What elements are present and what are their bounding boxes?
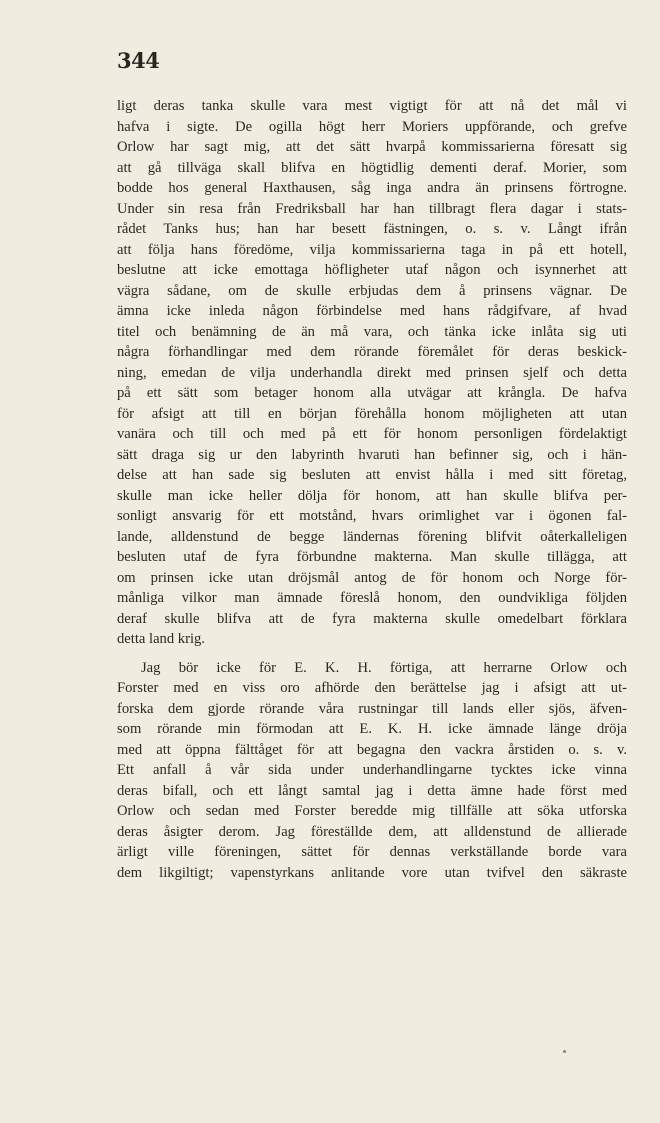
body-text	[117, 96, 627, 883]
paragraph	[117, 96, 627, 650]
text-line: deras åsigter derom. Jag föreställde dem, att alldenstund de allierade	[117, 823, 627, 840]
text-line: beslutne att icke emottaga höfligheter utaf någon och isynnerhet att	[117, 262, 627, 278]
text-line: sätt draga sig ur den labyrinth hvaruti han befinner sig, och i hän-	[117, 446, 627, 463]
text-line: vanära och till och med på ett för honom personligen fördelaktigt	[117, 426, 627, 442]
text-line: Orlow och sedan med Forster beredde mig tillfälle att söka utforska	[117, 803, 627, 819]
text-line: ämna icke inleda någon förbindelse med hans rådgifvare, af hvad	[117, 303, 627, 319]
text-line: som rörande min förmodan att E. K. H. icke ämnade länge dröja	[117, 721, 627, 737]
text-line: ärligt ville föreningen, sättet för dennas verkställande borde vara	[117, 844, 627, 860]
text-line: Ett anfall å vår sida under underhandlingarne tycktes icke vinna	[117, 762, 627, 778]
text-line: dem likgiltigt; vapenstyrkans anlitande vore utan tvifvel den säkraste	[117, 864, 627, 881]
text-line: att följa hans föredöme, vilja kommissarierna taga in på ett hotell,	[117, 241, 627, 258]
text-line: för afsigt att till en början förehålla honom möjligheten att utan	[117, 405, 627, 422]
text-line: Orlow har sagt mig, att det sätt hvarpå kommissarierna föresatt sig	[117, 139, 627, 155]
text-line: lande, alldenstund de begge ländernas förening blifvit oåterkalleligen	[117, 528, 627, 545]
text-line: hafva i sigte. De ogilla högt herr Moriers uppförande, och grefve	[117, 118, 627, 135]
text-line: några förhandlingar med dem rörande föremålet för deras beskick-	[117, 344, 627, 360]
text-line: deraf skulle blifva att de fyra makterna skulle omedelbart förklara	[117, 610, 627, 627]
text-line: detta land krig.	[117, 631, 205, 647]
text-line: att gå tillväga skall blifva en högtidlig dementi deraf. Morier, som	[117, 159, 627, 176]
text-line: vägra sådane, om de skulle erbjudas dem å prinsens vägnar. De	[117, 282, 627, 299]
text-line: delse att han sade sig besluten att envist hålla i med sitt företag,	[117, 467, 627, 483]
text-line: besluten utaf de fyra förbundne makterna. Man skulle tillägga, att	[117, 549, 627, 565]
text-line: Forster med en viss oro afhörde den berättelse jag i afsigt att ut-	[117, 680, 627, 696]
text-line: deras bifall, och ett långt samtal jag i detta ämne hade först med	[117, 782, 627, 799]
text-line: ning, emedan de vilja underhandla direkt med prinsen sjelf och detta	[117, 364, 627, 381]
paragraph	[117, 658, 627, 884]
paragraph-gap	[117, 650, 627, 658]
text-line: om prinsen icke utan dröjsmål antog de för honom och Norge för-	[117, 569, 627, 586]
text-line: bodde hos general Haxthausen, såg inga andra än prinsens förtrogne.	[117, 180, 627, 196]
page-number: 344	[117, 48, 160, 73]
text-line: rådet Tanks hus; han har besett fästningen, o. s. v. Långt ifrån	[117, 221, 627, 237]
paper-speck	[563, 1050, 566, 1053]
text-line: månliga vilkor man ämnade föreslå honom, den oundvikliga följden	[117, 590, 627, 606]
text-line: titel och benämning de än må vara, och tänka icke inlåta sig uti	[117, 323, 627, 340]
text-line: på ett sätt som betager honom alla utvägar att krångla. De hafva	[117, 385, 627, 401]
text-line: Jag bör icke för E. K. H. förtiga, att herrarne Orlow och	[141, 659, 627, 676]
text-line: med att öppna fälttåget för att begagna den vackra årstiden o. s. v.	[117, 741, 627, 758]
text-line: forska dem gjorde rörande våra rustningar till lands eller sjös, äfven-	[117, 700, 627, 717]
text-line: ligt deras tanka skulle vara mest vigtigt för att nå det mål vi	[117, 98, 627, 114]
text-line: Under sin resa från Fredriksball har han tillbragt flera dagar i stats-	[117, 200, 627, 217]
text-line: skulle man icke heller dölja för honom, att han skulle blifva per-	[117, 487, 627, 504]
text-line: sonligt ansvarig för ett motstånd, hvars orimlighet var i ögonen fal-	[117, 508, 627, 524]
